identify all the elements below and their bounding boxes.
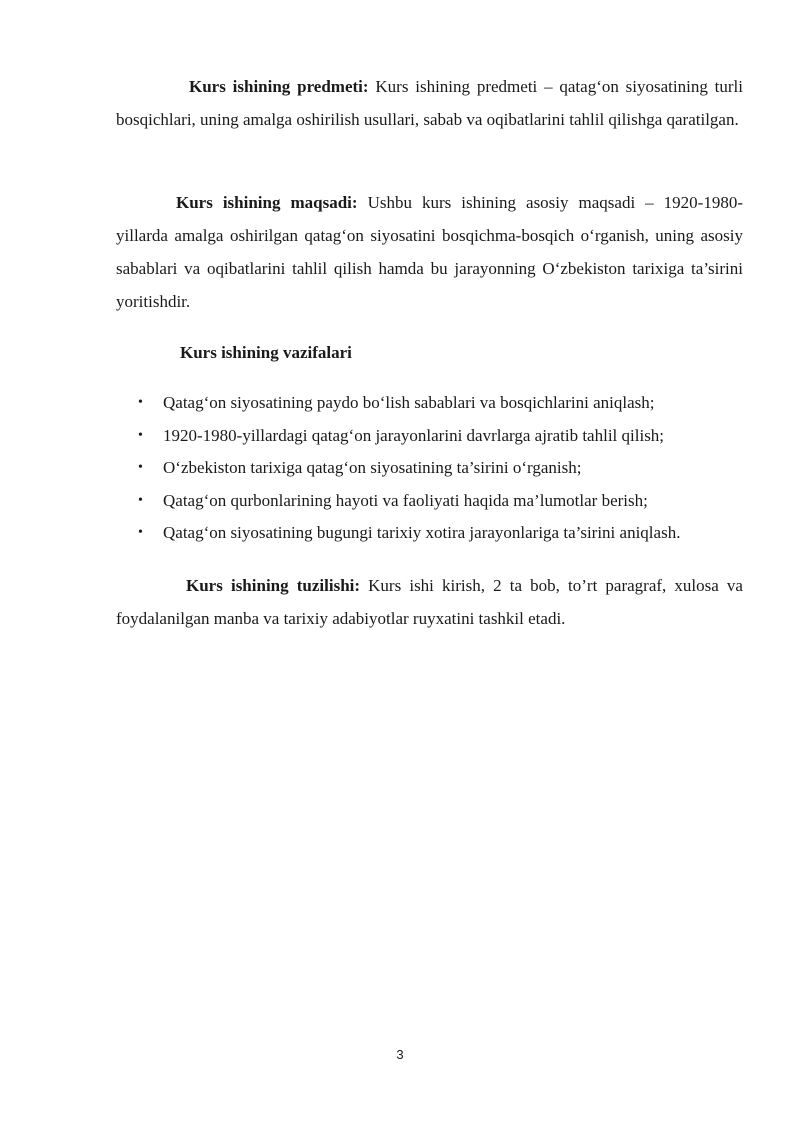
tuzilishi-label: Kurs ishining tuzilishi: (186, 576, 361, 595)
list-item-text: Qatag‘on siyosatining paydo bo‘lish sabablari va bosqichlarini aniqlash; (163, 393, 655, 412)
maqsadi-text: Ushbu kurs ishining asosiy maqsadi – 1920-1980-yillarda amalga oshirilgan qatag‘on siyosatini bosqichma-bosqich o‘rganish, uning asosiy sabablari va oqibatlarini tahlil qilish hamda bu jarayonning O‘zbekiston tarixiga ta’sirini yoritishdir. (116, 193, 743, 311)
list-item-text: Qatag‘on qurbonlarining hayoti va faoliyati haqida ma’lumotlar berish; (163, 490, 648, 510)
vazifalari-heading: Kurs ishining vazifalari (180, 343, 352, 362)
predmeti-text: Kurs ishining predmeti – qatag‘on siyosatining turli bosqichlari, uning amalga oshirilish usullari, sabab va oqibatlarini tahlil qilishga qaratilgan. (116, 77, 743, 129)
tuzilishi-text: Kurs ishi kirish, 2 ta bob, to’rt paragraf, xulosa va foydalanilgan manba va tarixiy adabiyotlar ruyxatini tashkil etadi. (116, 576, 743, 628)
bullet-icon: • (138, 525, 143, 540)
list-item (138, 522, 758, 544)
list-item (138, 392, 758, 414)
bullet-icon: • (138, 427, 143, 443)
vazifalari-list (138, 392, 758, 555)
list-item (138, 425, 758, 447)
list-item-text: Qatag‘on siyosatining bugungi tarixiy xotira jarayonlariga ta’sirini aniqlash. (163, 523, 681, 542)
list-item (138, 457, 758, 479)
list-item-text: O‘zbekiston tarixiga qatag‘on siyosatining ta’sirini o‘rganish; (163, 458, 582, 477)
bullet-icon: • (138, 492, 143, 508)
predmeti-paragraph (116, 70, 743, 136)
predmeti-label: Kurs ishining predmeti: (189, 77, 369, 96)
bullet-icon: • (138, 460, 143, 475)
maqsadi-label: Kurs ishining maqsadi: (176, 193, 358, 212)
list-item (138, 490, 758, 512)
tuzilishi-paragraph (116, 569, 743, 635)
list-item-text: 1920-1980-yillardagi qatag‘on jarayonlarini davrlarga ajratib tahlil qilish; (163, 425, 665, 445)
maqsadi-paragraph (116, 186, 743, 318)
page-number: 3 (396, 1047, 404, 1062)
bullet-icon: • (138, 395, 143, 410)
